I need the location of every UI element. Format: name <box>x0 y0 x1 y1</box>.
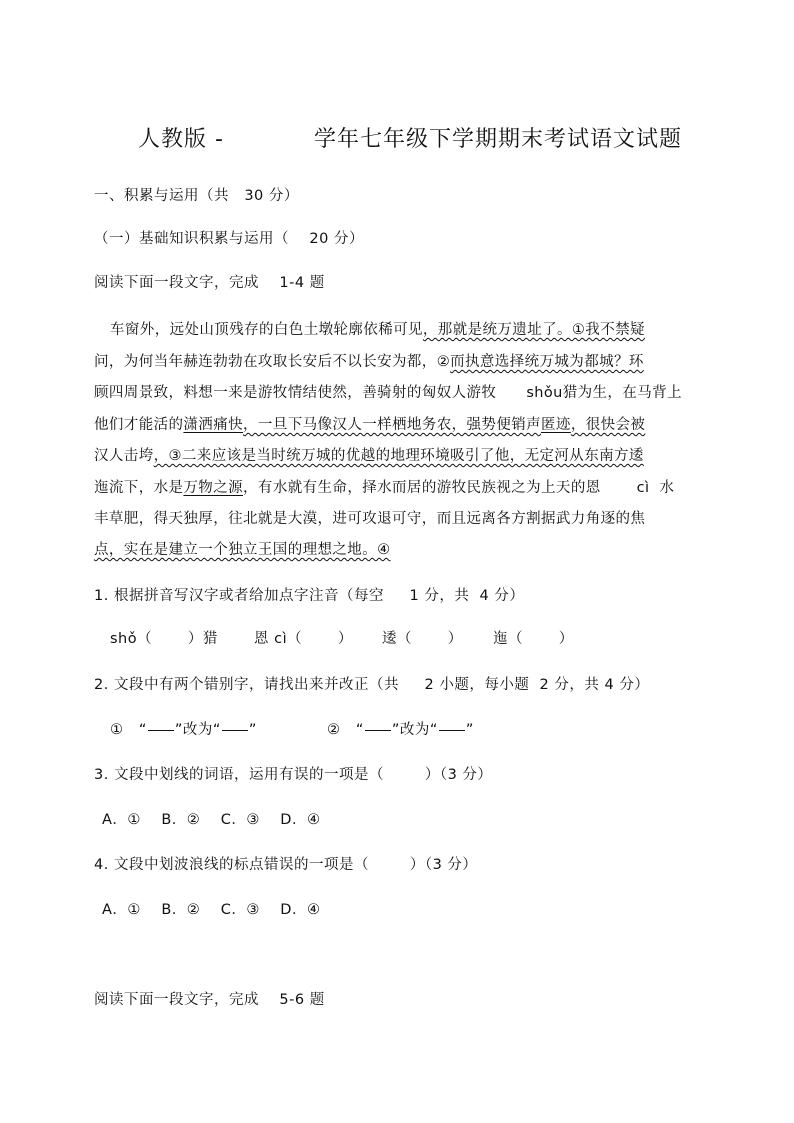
answer-blank[interactable] <box>439 730 465 731</box>
question-2: 2. 文段中有两个错别字，请找出来并改正（共 2 小题，每小题 2 分，共 4 分） <box>94 677 650 693</box>
answer-blank[interactable] <box>222 730 248 731</box>
underlined-word-1: 潇洒痛快 <box>183 417 244 433</box>
passage-line-2: 问，为何当年赫连勃勃在攻取长安后不以长安为都，②而执意选择统万城为都城？环 <box>94 354 644 370</box>
q1-item-1: shǒ（ ）猎 <box>110 631 218 647</box>
question-3: 3. 文段中划线的词语，运用有误的一项是（ ）（3 分） <box>94 767 493 783</box>
passage-line-5: 汉人击垮，③二来应该是当时统万城的优越的地理环境吸引了他，无定河从东南方逶 <box>94 448 644 464</box>
q1-item-2: 恩 cì（ ） <box>254 631 353 647</box>
wavy-comma-1: ，那就是统万遗址了。①我不禁疑 <box>422 322 645 338</box>
reading-instruction-1: 阅读下面一段文字，完成 1-4 题 <box>94 275 325 291</box>
wavy-mark-3: ，③二来应该是当时统万城的优越的地理环境吸引了他，无定河从东南方逶 <box>153 448 644 464</box>
question-1: 1. 根据拼音写汉字或者给加点字注音（每空 1 分，共 4 分） <box>94 588 525 604</box>
title-left: 人教版 - <box>138 127 224 152</box>
subsection-heading: （一）基础知识积累与运用（ 20 分） <box>94 231 364 247</box>
q2-answer-a: ① “ ”改为“ ” <box>110 722 257 738</box>
wavy-mark-2: 而执意选择统万城为都城？环 <box>450 354 644 370</box>
q2-answer-b: ② “ ”改为“ ” <box>327 722 474 738</box>
passage-line-7: 丰草肥，得天独厚，往北就是大漠，进可攻退可守，而且远离各方割据武力角逐的焦 <box>94 511 646 527</box>
passage-line-3: 顾四周景致，料想一来是游牧情结使然，善骑射的匈奴人游牧 shǒu猎为生，在马背上 <box>94 385 682 401</box>
q1-item-4: 迤（ ） <box>493 631 574 647</box>
section-heading: 一、积累与运用（共 30 分） <box>94 188 299 204</box>
question-4: 4. 文段中划波浪线的标点错误的一项是（ ）（3 分） <box>94 857 478 873</box>
passage-line-4: 他们才能活的潇洒痛快，一旦下马像汉人一样栖地务农，强势便销声匿迹，很快会被 <box>94 417 646 433</box>
q1-item-3: 逶（ ） <box>382 631 463 647</box>
answer-blank[interactable] <box>365 730 391 731</box>
q4-options: A．① B．② C．③ D．④ <box>102 902 321 918</box>
wavy-mark-4: 点，实在是建立一个独立王国的理想之地。④ <box>94 542 391 558</box>
passage-line-8 <box>94 538 391 559</box>
q3-options: A．① B．② C．③ D．④ <box>102 812 321 828</box>
answer-blank[interactable] <box>148 730 174 731</box>
reading-instruction-2: 阅读下面一段文字，完成 5-6 题 <box>94 992 325 1008</box>
underlined-word-3: 万物之源 <box>183 480 244 496</box>
passage-line-1: 车窗外，远处山顶残存的白色土墩轮廓依稀可见，那就是统万遗址了。①我不禁疑 <box>110 322 645 338</box>
title-right: 学年七年级下学期期末考试语文试题 <box>314 127 683 152</box>
passage-line-6: 迤流下，水是万物之源，有水就有生命，择水而居的游牧民族视之为上天的恩 cì 水 <box>94 480 675 496</box>
underlined-word-2: 匿迹 <box>541 417 571 433</box>
